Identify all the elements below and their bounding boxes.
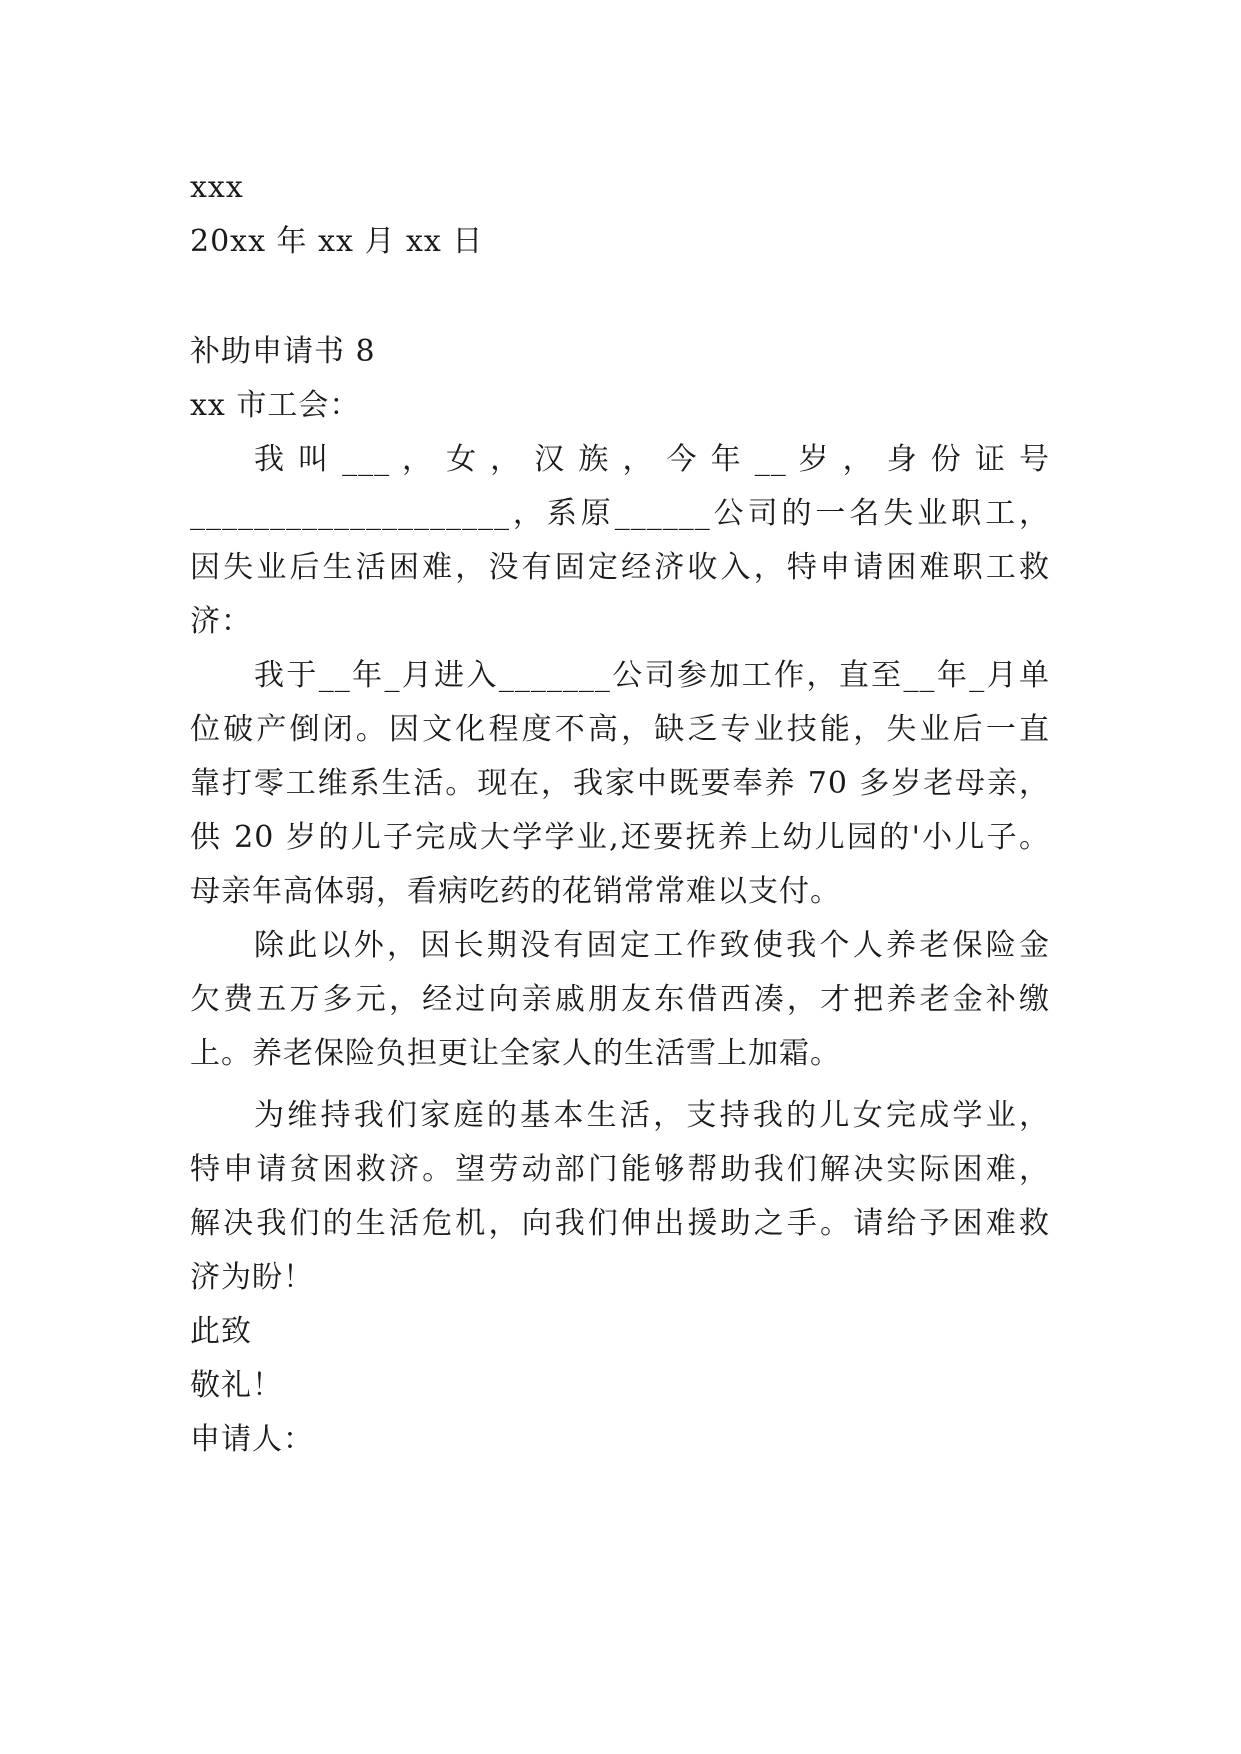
paragraph-3-line-1: 除此以外，因长期没有固定工作致使我个人养老保险金 xyxy=(254,928,1050,963)
paragraph-3-line-3: 上。养老保险负担更让全家人的生活雪上加霜。 xyxy=(190,1036,841,1071)
paragraph-1-line-1: 我 叫 ___ ， 女 ， 汉 族 ， 今 年 __ 岁 ， 身 份 证 号 xyxy=(254,442,1050,477)
paragraph-2-line-3: 靠打零工维系生活。现在，我家中既要奉养 70 多岁老母亲， xyxy=(190,766,1050,801)
closing-regards: 此致 xyxy=(190,1314,252,1349)
previous-signature-date: 20xx 年 xx 月 xx 日 xyxy=(190,224,484,259)
paragraph-1-line-2: ____________________，系原______公司的一名失业职工， xyxy=(190,496,1050,531)
letter-salutation: xx 市工会： xyxy=(190,388,361,423)
previous-signature-name: xxx xyxy=(190,170,244,205)
paragraph-2-line-1: 我于__年_月进入_______公司参加工作，直至__年_月单 xyxy=(254,658,1050,693)
paragraph-2-line-5: 母亲年高体弱，看病吃药的花销常常难以支付。 xyxy=(190,874,841,909)
paragraph-2-line-2: 位破产倒闭。因文化程度不高，缺乏专业技能，失业后一直 xyxy=(190,712,1050,747)
paragraph-4-line-1: 为维持我们家庭的基本生活，支持我的儿女完成学业， xyxy=(254,1098,1050,1133)
paragraph-1-line-3: 因失业后生活困难，没有固定经济收入，特申请困难职工救 xyxy=(190,550,1050,585)
closing-salute: 敬礼！ xyxy=(190,1368,283,1403)
paragraph-1-line-4: 济： xyxy=(190,604,252,639)
paragraph-4-line-2: 特申请贫困救济。望劳动部门能够帮助我们解决实际困难， xyxy=(190,1152,1050,1187)
document-page xyxy=(190,0,1050,1754)
paragraph-4-line-4: 济为盼！ xyxy=(190,1260,314,1295)
letter-title: 补助申请书 8 xyxy=(190,334,376,369)
applicant-label: 申请人： xyxy=(190,1422,314,1457)
paragraph-4-line-3: 解决我们的生活危机，向我们伸出援助之手。请给予困难救 xyxy=(190,1206,1050,1241)
paragraph-3-line-2: 欠费五万多元，经过向亲戚朋友东借西凑，才把养老金补缴 xyxy=(190,982,1050,1017)
paragraph-2-line-4: 供 20 岁的儿子完成大学学业,还要抚养上幼儿园的'小儿子。 xyxy=(190,820,1050,855)
